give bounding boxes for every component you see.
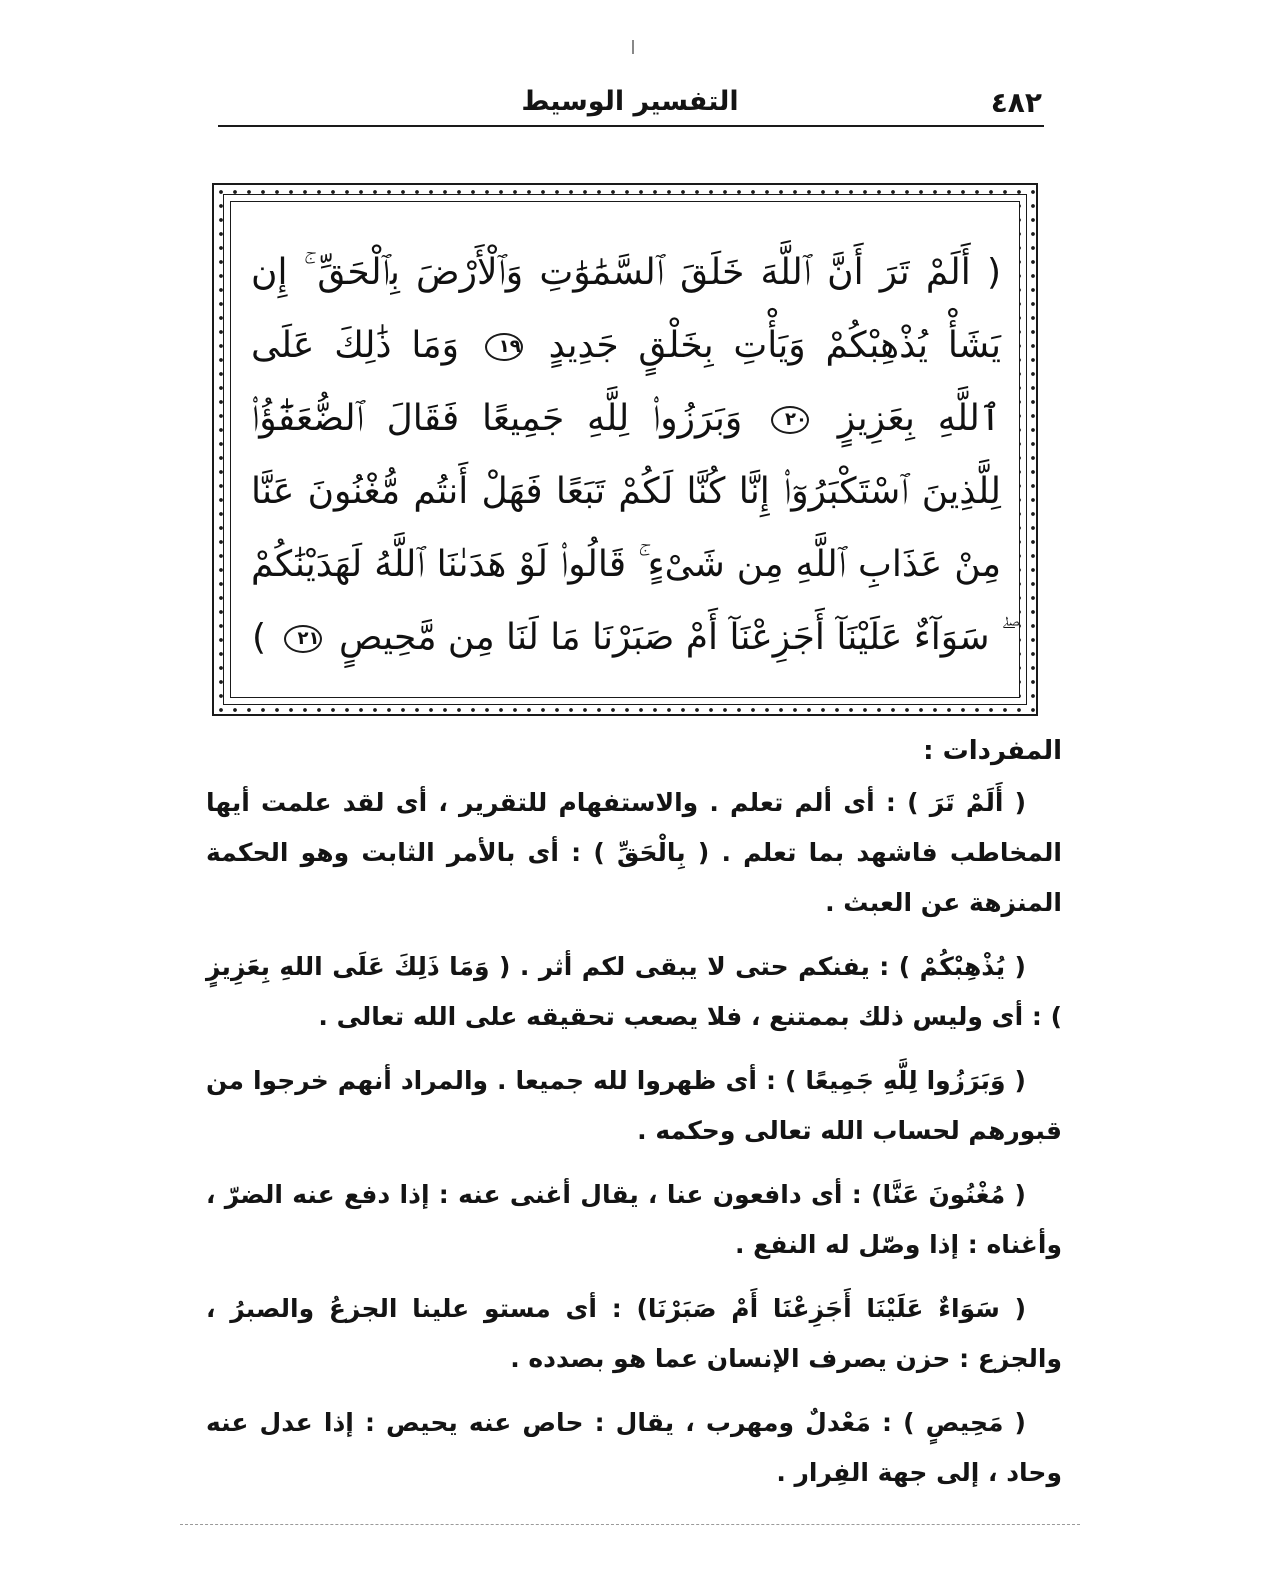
ayah-number-marker: ١٩ [485, 333, 523, 361]
vocabulary-entries [206, 778, 1062, 1512]
entry-explanation: : أى ظهروا لله جميعا . والمراد أنهم خرجوا من قبورهم لحساب الله تعالى وحكمه . [206, 1066, 1062, 1145]
verse-text-part: ( أَلَمْ تَرَ أَنَّ ٱللَّهَ خَلَقَ ٱلسَّمَٰوَٰتِ وَٱلْأَرْضَ بِٱلْحَقِّ ۚ إِن يَشَأْ يُذْهِبْكُمْ وَيَأْتِ بِخَلْقٍ جَدِيدٍ [251, 252, 1001, 366]
verse-text-part: وَبَرَزُوا۟ لِلَّهِ جَمِيعًا فَقَالَ ٱلضُّعَفَٰٓؤُا۟ لِلَّذِينَ ٱسْتَكْبَرُوٓا۟ إِنَّا كُنَّا لَكُمْ تَبَعًا فَهَلْ أَنتُم مُّغْنُونَ عَنَّا مِنْ عَذَابِ ٱللَّهِ مِن شَىْءٍ ۚ قَالُوا۟ لَوْ هَدَىٰنَا ٱللَّهُ لَهَدَيْنَٰكُمْ ۖ سَوَآءٌ عَلَيْنَآ أَجَزِعْنَآ أَمْ صَبَرْنَا مَا لَنَا مِن مَّحِيصٍ [251, 398, 1001, 658]
quran-verse-text [251, 236, 1001, 674]
entry-term: ( يُذْهِبْكُمْ ) [898, 952, 1026, 981]
vocabulary-entry [206, 1284, 1062, 1384]
entry-term: ( وَمَا ذَلِكَ عَلَى اللهِ بِعَزِيزٍ ) [206, 952, 1062, 1031]
ayah-number-marker: ٢٠ [771, 406, 809, 434]
verse-closing-paren: ) [252, 617, 267, 658]
vocabulary-heading: المفردات : [923, 736, 1062, 766]
vocabulary-entry [206, 778, 1062, 928]
entry-term: ( مُغْنُونَ عَنَّا) [871, 1180, 1026, 1209]
entry-explanation: : يفنكم حتى لا يبقى لكم أثر . [519, 952, 890, 981]
vocabulary-entry [206, 1170, 1062, 1270]
ayah-number-marker: ٢١ [284, 625, 322, 653]
entry-explanation: : أى مستو علينا الجزعُ والصبرُ ، والجزع : حزن يصرف الإنسان عما هو بصدده . [206, 1294, 1062, 1373]
page-number: ٤٨٢ [990, 86, 1042, 119]
verse-text-part: وَمَا ذَٰلِكَ عَلَى ٱللَّهِ بِعَزِيزٍ [251, 325, 1001, 439]
running-title: التفسير الوسيط [521, 86, 739, 117]
quran-verse-panel [230, 201, 1020, 698]
entry-explanation: : مَعْدلٌ ومهرب ، يقال : حاص عنه يحيص : إذا عدل عنه وحاد ، إلى جهة الفِرار . [206, 1408, 1062, 1487]
vocabulary-entry [206, 1056, 1062, 1156]
scan-mark [632, 40, 634, 54]
vocabulary-entry [206, 1398, 1062, 1498]
quran-verse-frame [212, 183, 1038, 716]
footer-rule [180, 1524, 1080, 1526]
vocabulary-entry [206, 942, 1062, 1042]
entry-term: ( بِالْحَقِّ ) [593, 838, 710, 867]
header-rule [218, 125, 1044, 127]
entry-term: ( أَلَمْ تَرَ ) [907, 788, 1026, 817]
entry-explanation: : أى دافعون عنا ، يقال أغنى عنه : إذا دفع عنه الضرّ ، وأغناه : إذا وصّل له النفع . [206, 1180, 1062, 1259]
entry-explanation: : أى بالأمر الثابت وهو الحكمة المنزهة عن العبث . [206, 838, 1062, 917]
entry-term: ( وَبَرَزُوا لِلَّهِ جَمِيعًا ) [784, 1066, 1026, 1095]
entry-term: ( سَوَاءٌ عَلَيْنَا أَجَزِعْنَا أَمْ صَبَرْنَا) [636, 1294, 1026, 1323]
entry-explanation: : أى ألم تعلم . والاستفهام للتقرير ، أى لقد علمت أيها المخاطب فاشهد بما تعلم . [206, 788, 1062, 867]
entry-term: ( مَحِيصٍ ) [903, 1408, 1026, 1437]
entry-explanation: : أى وليس ذلك بممتنع ، فلا يصعب تحقيقه على الله تعالى . [318, 1002, 1042, 1031]
